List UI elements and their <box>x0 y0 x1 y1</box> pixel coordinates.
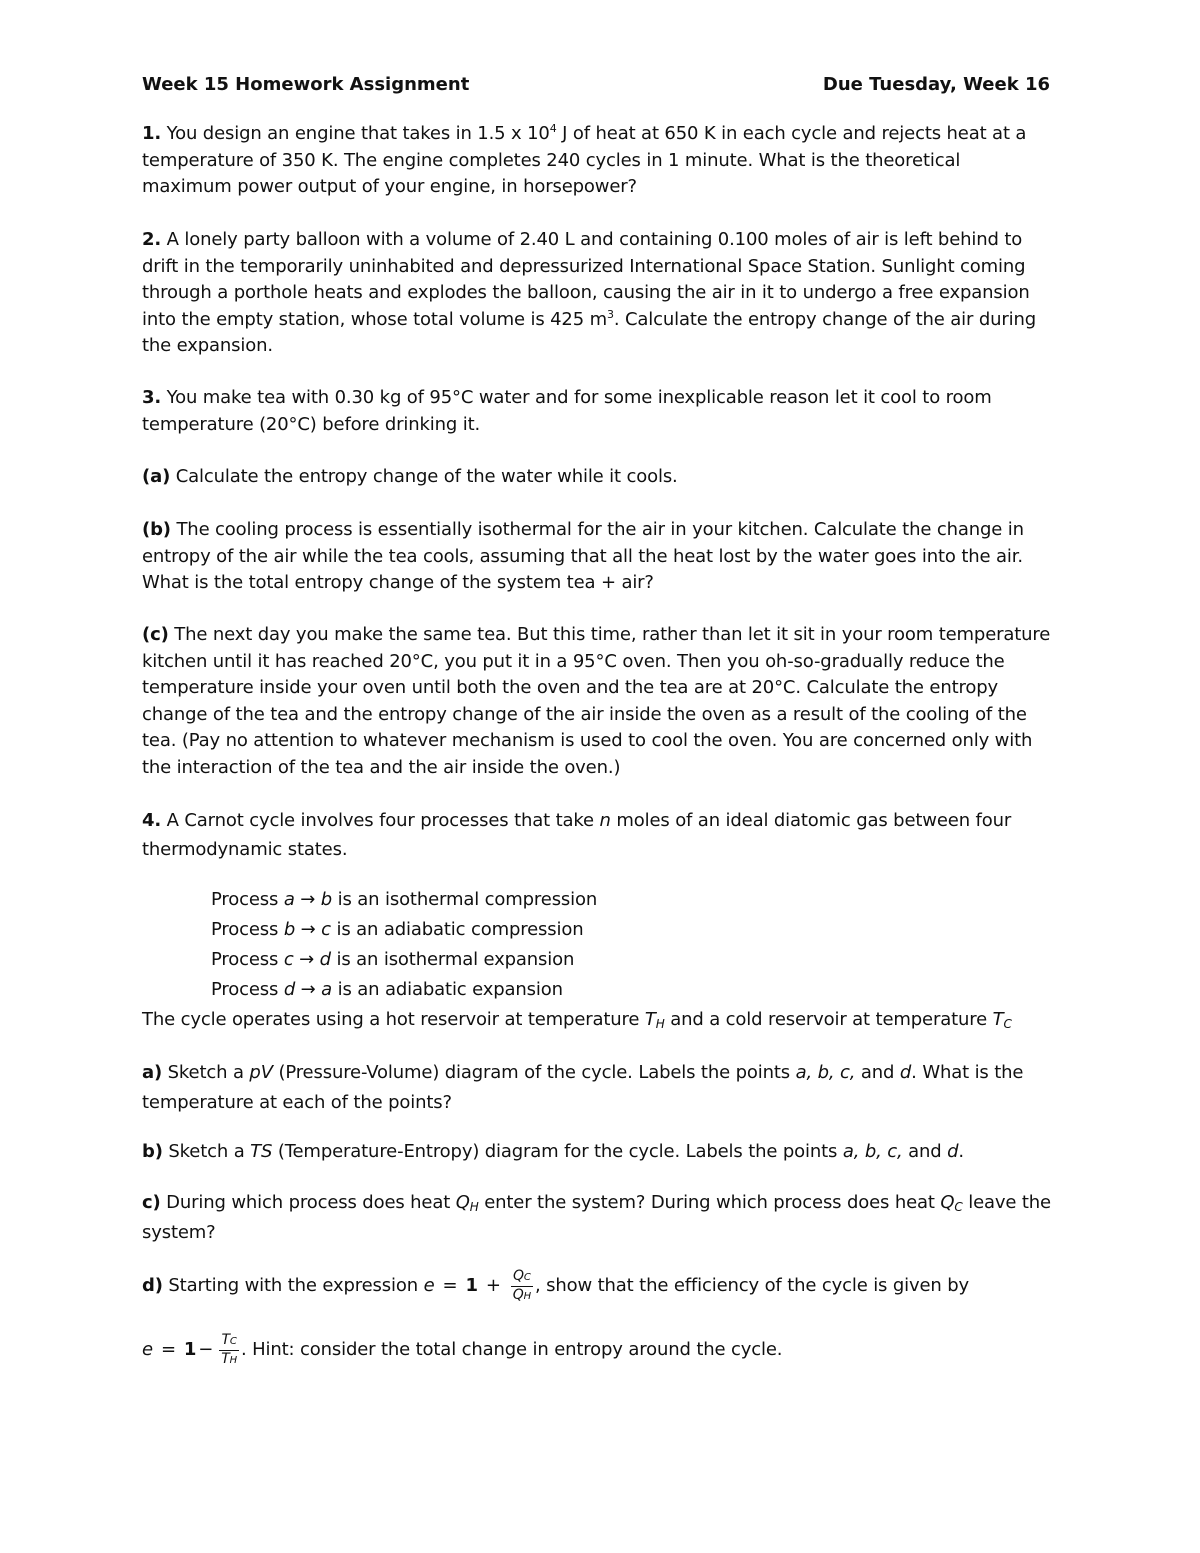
part-label: (b) <box>142 519 171 540</box>
part-label: (c) <box>142 624 169 645</box>
process-word: Process <box>211 889 284 910</box>
state-label: a <box>321 979 333 1000</box>
part-text: leave the system? <box>142 1192 1051 1243</box>
numerator <box>511 1268 533 1287</box>
state-label: d <box>283 979 296 1000</box>
process-line <box>211 977 563 1004</box>
fraction-tc-th <box>219 1332 239 1369</box>
question-4c <box>142 1188 1054 1248</box>
symbol-T: T <box>992 1009 1004 1030</box>
part-text: enter the system? During which process does heat <box>478 1192 941 1213</box>
question-4b <box>142 1139 1054 1166</box>
state-label: d <box>899 1062 912 1083</box>
question-1 <box>142 121 1054 201</box>
equals-sign: = <box>160 1339 176 1360</box>
part-text: During which process does heat <box>160 1192 456 1213</box>
symbol-e: e <box>142 1339 153 1360</box>
part-text: Calculate the entropy change of the water while it cools. <box>170 466 678 487</box>
process-word: Process <box>211 919 284 940</box>
part-text: , show that the efficiency of the cycle is given by <box>535 1275 970 1296</box>
part-text: . <box>958 1141 964 1162</box>
question-text: moles of an ideal diatomic gas between four thermodynamic states. <box>142 810 1012 860</box>
equals-sign: = <box>442 1275 458 1296</box>
denominator <box>511 1287 533 1305</box>
header-due-date: Due Tuesday, Week 16 <box>822 74 1050 95</box>
subscript: C <box>229 1335 237 1347</box>
denominator <box>219 1351 239 1369</box>
process-description: is an adiabatic expansion <box>332 979 563 1000</box>
part-text: and <box>855 1062 900 1083</box>
question-text: You design an engine that takes in 1.5 x 10 <box>166 123 550 144</box>
sentence-text: and a cold reservoir at temperature <box>664 1009 993 1030</box>
process-description: is an isothermal expansion <box>330 949 575 970</box>
part-label: c) <box>142 1192 161 1213</box>
subscript: C <box>1003 1017 1012 1031</box>
numerator <box>219 1332 239 1351</box>
symbol-ts: TS <box>250 1141 273 1162</box>
question-text: A Carnot cycle involves four processes that take <box>166 810 600 831</box>
part-label: d) <box>142 1275 163 1296</box>
part-label: (a) <box>142 466 171 487</box>
exponent: 3 <box>606 307 614 321</box>
symbol-T: T <box>221 1350 230 1367</box>
question-text: A lonely party balloon with a volume of 2.40 L and containing 0.100 moles of air is left behind to drift in the temporarily uninhabited and depressurized International Space Station. Sunlight coming through a porthole heats and explodes the balloon, causing the air in it to undergo a free expansion into the empty station, whose total volume is 425 m <box>142 229 1030 330</box>
question-3c <box>142 622 1054 781</box>
subscript: H <box>469 1200 479 1214</box>
state-label: d <box>947 1141 959 1162</box>
part-text: (Pressure-Volume) diagram of the cycle. Labels the points <box>272 1062 796 1083</box>
part-text: The next day you make the same tea. But this time, rather than let it sit in your room temperature kitchen until it has reached 20°C, you put it in a 95°C oven. Then you oh-so-gradually reduce the temperature inside your oven until both the oven and the tea are at 20°C. Calculate the entropy change of the tea and the entropy change of the air inside the oven as a result of the cooling of the tea. (Pay no attention to whatever mechanism is used to cool the oven. You are concerned only with the interaction of the tea and the air inside the oven.) <box>142 624 1051 778</box>
part-text: . Hint: consider the total change in entropy around the cycle. <box>240 1339 783 1360</box>
state-label: c <box>321 919 331 940</box>
process-description: is an adiabatic compression <box>330 919 584 940</box>
part-label: b) <box>142 1141 163 1162</box>
number-one: 1 <box>465 1275 478 1296</box>
question-2 <box>142 227 1054 360</box>
part-text: (Temperature-Entropy) diagram for the cycle. Labels the points <box>272 1141 843 1162</box>
symbol-Q: Q <box>455 1192 470 1213</box>
header-title: Week 15 Homework Assignment <box>142 74 470 95</box>
arrow-icon: → <box>294 889 321 910</box>
sentence-text: The cycle operates using a hot reservoir at temperature <box>142 1009 645 1030</box>
symbol-pv: pV <box>249 1062 273 1083</box>
subscript: C <box>954 1200 963 1214</box>
question-3 <box>142 385 1054 438</box>
minus-sign: − <box>198 1339 214 1360</box>
plus-sign: + <box>485 1275 501 1296</box>
part-text: Sketch a <box>162 1141 251 1162</box>
process-word: Process <box>211 949 284 970</box>
subscript: H <box>523 1290 531 1302</box>
state-labels: a, b, c, <box>795 1062 856 1083</box>
state-label: c <box>283 949 294 970</box>
question-text: J of heat at 650 K in each cycle and rejects heat at a temperature of 350 K. The engine completes 240 cycles in 1 minute. What is the theoretical maximum power output of your engine, in horsepower? <box>142 123 1027 197</box>
process-word: Process <box>211 979 284 1000</box>
reservoir-sentence <box>142 1007 1054 1034</box>
question-number: 3. <box>142 387 162 408</box>
question-4d <box>142 1266 1054 1306</box>
state-label: b <box>320 889 333 910</box>
question-text: You make tea with 0.30 kg of 95°C water and for some inexplicable reason let it cool to room temperature (20°C) before drinking it. <box>142 387 992 435</box>
question-3a <box>142 464 1054 491</box>
number-one: 1 <box>183 1339 197 1360</box>
arrow-icon: → <box>295 919 322 940</box>
question-text: . Calculate the entropy change of the air during the expansion. <box>142 308 1037 356</box>
question-4a <box>142 1058 1054 1118</box>
symbol-e: e <box>423 1275 435 1296</box>
part-text: Starting with the expression <box>162 1275 424 1296</box>
state-label: d <box>319 949 331 970</box>
part-label: a) <box>142 1062 163 1083</box>
question-3b <box>142 517 1054 597</box>
symbol-Q: Q <box>513 1267 524 1284</box>
question-number: 4. <box>142 810 162 831</box>
subscript: C <box>523 1271 531 1283</box>
variable-n: n <box>599 810 611 831</box>
question-4 <box>142 806 1054 864</box>
process-line <box>211 947 574 974</box>
symbol-Q: Q <box>940 1192 955 1213</box>
symbol-Q: Q <box>512 1286 524 1303</box>
subscript: H <box>655 1017 665 1031</box>
subscript: H <box>229 1354 237 1366</box>
part-text: and <box>902 1141 948 1162</box>
process-description: is an isothermal compression <box>332 889 598 910</box>
exponent: 4 <box>549 122 557 135</box>
arrow-icon: → <box>293 949 320 970</box>
state-label: a <box>283 889 295 910</box>
question-number: 2. <box>142 229 162 250</box>
efficiency-formula <box>142 1330 1054 1370</box>
process-line <box>211 917 583 944</box>
question-number: 1. <box>142 123 162 144</box>
part-text: Sketch a <box>162 1062 250 1083</box>
fraction-qc-qh <box>511 1268 533 1305</box>
state-label: b <box>283 919 296 940</box>
part-text: . What is the temperature at each of the points? <box>142 1062 1024 1113</box>
symbol-T: T <box>644 1009 656 1030</box>
symbol-T: T <box>221 1331 230 1348</box>
part-text: The cooling process is essentially isothermal for the air in your kitchen. Calculate the change in entropy of the air while the tea cools, assuming that all the heat lost by the water goes into the air. What is the total entropy change of the system tea + air? <box>142 519 1024 593</box>
arrow-icon: → <box>295 979 322 1000</box>
process-line <box>211 887 597 914</box>
state-labels: a, b, c, <box>842 1141 903 1162</box>
